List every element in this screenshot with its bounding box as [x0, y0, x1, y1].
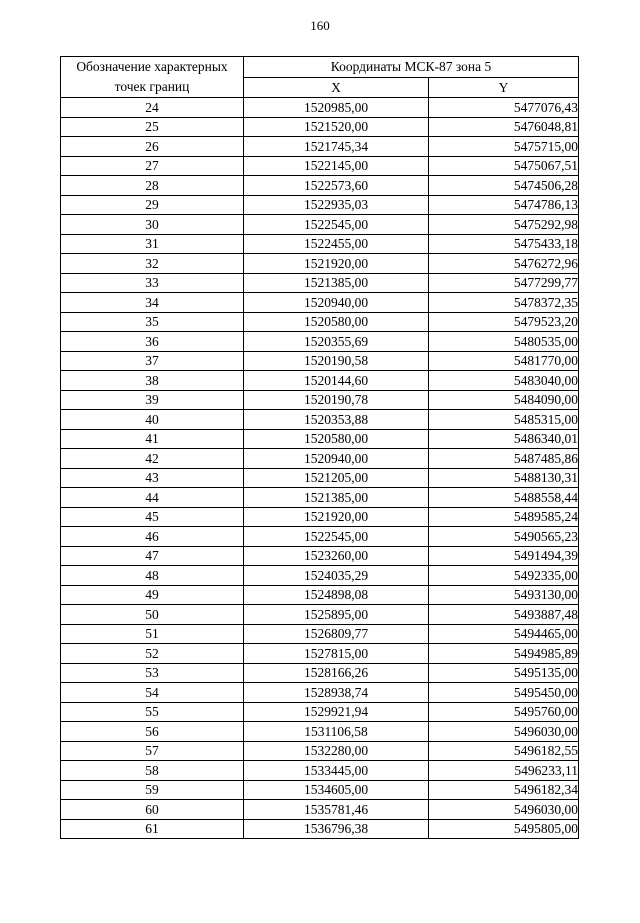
table-row	[61, 117, 579, 137]
table-row	[61, 390, 579, 410]
x-coordinate: 1521385,00	[244, 488, 429, 508]
x-coordinate: 1522545,00	[244, 215, 429, 235]
y-coordinate: 5495135,00	[429, 663, 579, 683]
x-coordinate: 1520940,00	[244, 293, 429, 313]
y-coordinate: 5480535,00	[429, 332, 579, 352]
point-number: 33	[61, 273, 244, 293]
point-number: 55	[61, 702, 244, 722]
y-coordinate: 5496030,00	[429, 722, 579, 742]
table-row	[61, 663, 579, 683]
table-row	[61, 215, 579, 235]
y-coordinate: 5486340,01	[429, 429, 579, 449]
table-row	[61, 507, 579, 527]
y-coordinate: 5477076,43	[429, 98, 579, 118]
x-coordinate: 1521205,00	[244, 468, 429, 488]
x-coordinate: 1522455,00	[244, 234, 429, 254]
point-number: 59	[61, 780, 244, 800]
table-row	[61, 741, 579, 761]
header-y: Y	[429, 77, 579, 98]
point-number: 36	[61, 332, 244, 352]
table-row	[61, 332, 579, 352]
y-coordinate: 5496233,11	[429, 761, 579, 781]
x-coordinate: 1522145,00	[244, 156, 429, 176]
table-row	[61, 819, 579, 839]
table-row	[61, 644, 579, 664]
point-number: 24	[61, 98, 244, 118]
x-coordinate: 1520190,78	[244, 390, 429, 410]
x-coordinate: 1524035,29	[244, 566, 429, 586]
table-row	[61, 605, 579, 625]
table-row	[61, 351, 579, 371]
x-coordinate: 1535781,46	[244, 800, 429, 820]
table-row	[61, 137, 579, 157]
table-header	[61, 57, 579, 98]
x-coordinate: 1520353,88	[244, 410, 429, 430]
x-coordinate: 1520940,00	[244, 449, 429, 469]
y-coordinate: 5479523,20	[429, 312, 579, 332]
x-coordinate: 1521520,00	[244, 117, 429, 137]
y-coordinate: 5474506,28	[429, 176, 579, 196]
x-coordinate: 1520985,00	[244, 98, 429, 118]
x-coordinate: 1520190,58	[244, 351, 429, 371]
table-row	[61, 273, 579, 293]
table-row	[61, 468, 579, 488]
table-row	[61, 371, 579, 391]
y-coordinate: 5477299,77	[429, 273, 579, 293]
y-coordinate: 5493887,48	[429, 605, 579, 625]
x-coordinate: 1520144,60	[244, 371, 429, 391]
y-coordinate: 5487485,86	[429, 449, 579, 469]
x-coordinate: 1520580,00	[244, 429, 429, 449]
table-row	[61, 761, 579, 781]
point-number: 41	[61, 429, 244, 449]
y-coordinate: 5496182,34	[429, 780, 579, 800]
y-coordinate: 5495760,00	[429, 702, 579, 722]
x-coordinate: 1525895,00	[244, 605, 429, 625]
point-number: 47	[61, 546, 244, 566]
point-number: 35	[61, 312, 244, 332]
point-number: 27	[61, 156, 244, 176]
x-coordinate: 1533445,00	[244, 761, 429, 781]
x-coordinate: 1522935,03	[244, 195, 429, 215]
y-coordinate: 5481770,00	[429, 351, 579, 371]
table-row	[61, 780, 579, 800]
x-coordinate: 1521745,34	[244, 137, 429, 157]
point-number: 61	[61, 819, 244, 839]
point-number: 57	[61, 741, 244, 761]
point-number: 60	[61, 800, 244, 820]
y-coordinate: 5489585,24	[429, 507, 579, 527]
point-number: 26	[61, 137, 244, 157]
y-coordinate: 5476272,96	[429, 254, 579, 274]
table-row	[61, 683, 579, 703]
point-number: 56	[61, 722, 244, 742]
point-number: 51	[61, 624, 244, 644]
header-coordinates: Координаты МСК-87 зона 5	[244, 57, 579, 78]
table-row	[61, 156, 579, 176]
y-coordinate: 5495805,00	[429, 819, 579, 839]
y-coordinate: 5491494,39	[429, 546, 579, 566]
point-number: 53	[61, 663, 244, 683]
header-x: X	[244, 77, 429, 98]
table-row	[61, 546, 579, 566]
point-number: 25	[61, 117, 244, 137]
table-row	[61, 293, 579, 313]
y-coordinate: 5483040,00	[429, 371, 579, 391]
y-coordinate: 5485315,00	[429, 410, 579, 430]
point-number: 48	[61, 566, 244, 586]
y-coordinate: 5475715,00	[429, 137, 579, 157]
x-coordinate: 1521920,00	[244, 507, 429, 527]
y-coordinate: 5495450,00	[429, 683, 579, 703]
table-row	[61, 410, 579, 430]
table-row	[61, 195, 579, 215]
table-row	[61, 234, 579, 254]
point-number: 50	[61, 605, 244, 625]
x-coordinate: 1531106,58	[244, 722, 429, 742]
y-coordinate: 5474786,13	[429, 195, 579, 215]
point-number: 58	[61, 761, 244, 781]
table-row	[61, 722, 579, 742]
y-coordinate: 5478372,35	[429, 293, 579, 313]
point-number: 52	[61, 644, 244, 664]
x-coordinate: 1526809,77	[244, 624, 429, 644]
y-coordinate: 5496182,55	[429, 741, 579, 761]
x-coordinate: 1528166,26	[244, 663, 429, 683]
x-coordinate: 1521385,00	[244, 273, 429, 293]
point-number: 43	[61, 468, 244, 488]
x-coordinate: 1522545,00	[244, 527, 429, 547]
point-number: 44	[61, 488, 244, 508]
y-coordinate: 5475067,51	[429, 156, 579, 176]
point-number: 32	[61, 254, 244, 274]
x-coordinate: 1536796,38	[244, 819, 429, 839]
y-coordinate: 5494465,00	[429, 624, 579, 644]
point-number: 37	[61, 351, 244, 371]
table-row	[61, 527, 579, 547]
x-coordinate: 1527815,00	[244, 644, 429, 664]
point-number: 46	[61, 527, 244, 547]
table-row	[61, 488, 579, 508]
x-coordinate: 1528938,74	[244, 683, 429, 703]
table-row	[61, 98, 579, 118]
page-number: 160	[310, 18, 330, 33]
table-body	[61, 98, 579, 839]
point-number: 40	[61, 410, 244, 430]
y-coordinate: 5488130,31	[429, 468, 579, 488]
x-coordinate: 1529921,94	[244, 702, 429, 722]
y-coordinate: 5488558,44	[429, 488, 579, 508]
y-coordinate: 5484090,00	[429, 390, 579, 410]
x-coordinate: 1522573,60	[244, 176, 429, 196]
point-number: 31	[61, 234, 244, 254]
x-coordinate: 1524898,08	[244, 585, 429, 605]
header-points: Обозначение характерных точек границ	[61, 57, 244, 98]
point-number: 39	[61, 390, 244, 410]
y-coordinate: 5490565,23	[429, 527, 579, 547]
point-number: 29	[61, 195, 244, 215]
point-number: 30	[61, 215, 244, 235]
table-row	[61, 176, 579, 196]
point-number: 42	[61, 449, 244, 469]
y-coordinate: 5475433,18	[429, 234, 579, 254]
coordinates-table	[60, 56, 579, 839]
point-number: 54	[61, 683, 244, 703]
table-row	[61, 702, 579, 722]
x-coordinate: 1523260,00	[244, 546, 429, 566]
x-coordinate: 1534605,00	[244, 780, 429, 800]
table-row	[61, 449, 579, 469]
table-row	[61, 566, 579, 586]
y-coordinate: 5475292,98	[429, 215, 579, 235]
table-row	[61, 800, 579, 820]
point-number: 34	[61, 293, 244, 313]
y-coordinate: 5496030,00	[429, 800, 579, 820]
x-coordinate: 1520580,00	[244, 312, 429, 332]
point-number: 45	[61, 507, 244, 527]
y-coordinate: 5492335,00	[429, 566, 579, 586]
x-coordinate: 1520355,69	[244, 332, 429, 352]
x-coordinate: 1532280,00	[244, 741, 429, 761]
point-number: 28	[61, 176, 244, 196]
y-coordinate: 5493130,00	[429, 585, 579, 605]
y-coordinate: 5476048,81	[429, 117, 579, 137]
point-number: 38	[61, 371, 244, 391]
x-coordinate: 1521920,00	[244, 254, 429, 274]
table-row	[61, 429, 579, 449]
table-row	[61, 624, 579, 644]
point-number: 49	[61, 585, 244, 605]
table-row	[61, 585, 579, 605]
y-coordinate: 5494985,89	[429, 644, 579, 664]
table-row	[61, 312, 579, 332]
table-row	[61, 254, 579, 274]
